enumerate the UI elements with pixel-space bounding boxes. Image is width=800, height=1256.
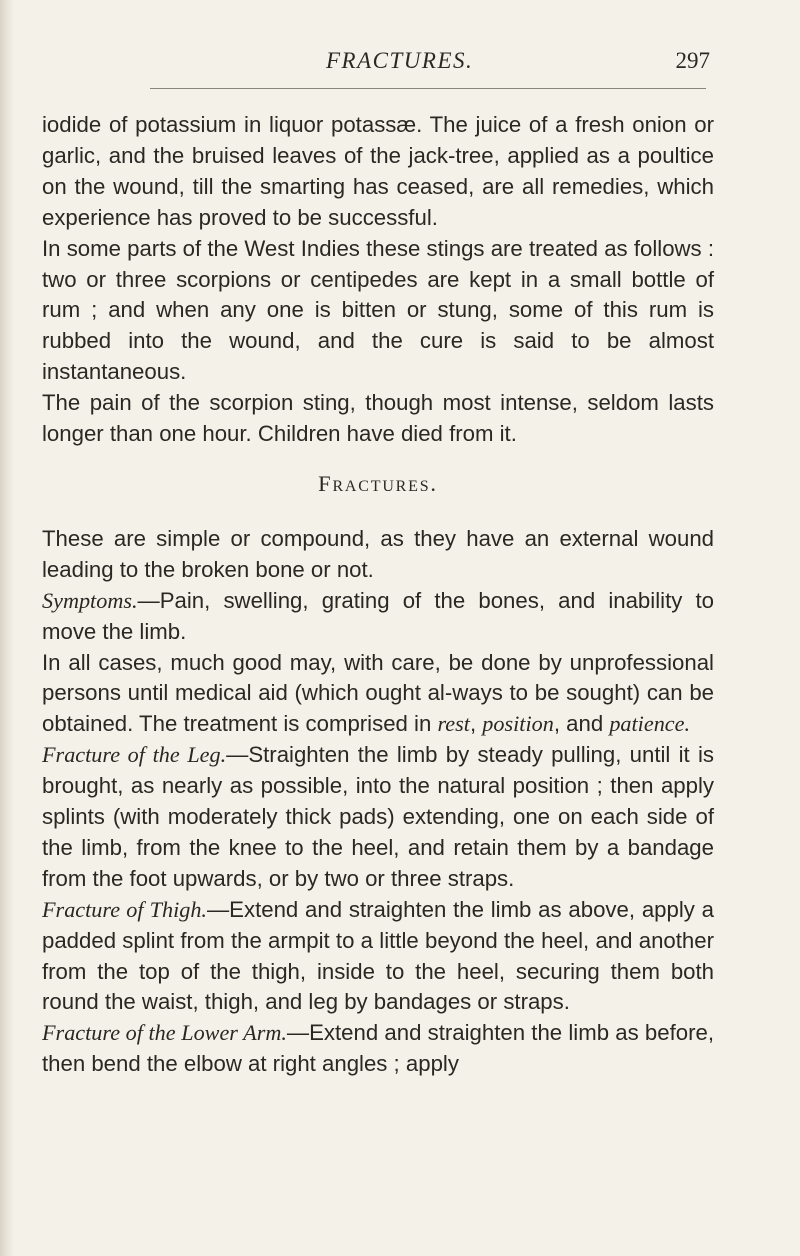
section-heading-fractures: Fractures. <box>318 470 438 496</box>
paragraph-iodide: iodide of potassium in liquor potassæ. The juice of a fresh onion or garlic, and the bruised leaves of the jack-tree, applied as a poultice on the wound, till the smarting has ceased, are all remedies, which experience has proved to be successful. <box>42 112 714 230</box>
treatment-sep-2: , and <box>553 711 610 737</box>
paragraph-fractures-intro: These are simple or compound, as they have an external wound leading to the broken bone or not. <box>42 525 714 582</box>
running-head <box>130 46 710 82</box>
arm-text: —Extend and straighten the limb as before, then bend the elbow at right angles ; apply <box>42 1020 714 1077</box>
paragraph-scorpion-pain: The pain of the scorpion sting, though most intense, seldom lasts longer than one hour. Children have died from it. <box>42 390 714 447</box>
header-rule <box>150 88 706 89</box>
leg-lead: Fracture of the Leg. <box>42 742 227 768</box>
paragraph-all-cases <box>42 648 714 741</box>
treatment-rest: rest <box>437 711 470 737</box>
all-cases-text: In all cases, much good may, with care, be done by unprofessional persons until medical aid (which ought al-ways to be sought) can be obtained. The treatment is comprised in <box>42 649 714 737</box>
body-text <box>42 110 714 1080</box>
page-gutter-shadow <box>0 0 14 1256</box>
thigh-lead: Fracture of Thigh. <box>42 896 207 922</box>
paragraph-fracture-thigh <box>42 895 714 1019</box>
leg-text: —Straighten the limb by steady pulling, until it is brought, as nearly as possible, into the natural position ; then apply splints (with moderately thick pads) extending, one on each side of the limb, from the knee to the heel, and retain them by a bandage from the foot upwards, or by two or three straps. <box>42 742 714 891</box>
treatment-sep-1: , <box>469 711 483 737</box>
thigh-text: —Extend and straighten the limb as above, apply a padded splint from the armpit to a little beyond the heel, and another from the top of the thigh, inside to the heel, securing them both round the waist, thigh, and leg by bandages or straps. <box>42 896 714 1015</box>
arm-lead: Fracture of the Lower Arm. <box>42 1020 287 1046</box>
paragraph-fracture-leg <box>42 740 714 895</box>
treatment-patience: patience. <box>609 711 691 737</box>
paragraph-symptoms <box>42 586 714 648</box>
paragraph-west-indies: In some parts of the West Indies these stings are treated as follows : two or three scorpions or centipedes are kept in a small bottle of rum ; and when any one is bitten or stung, some of this rum is rubbed into the wound, and the cure is said to be almost instantaneous. <box>42 235 714 385</box>
running-title: FRACTURES. <box>326 48 474 73</box>
paragraph-fracture-lower-arm <box>42 1018 714 1080</box>
page-number: 297 <box>675 48 710 73</box>
treatment-position: position <box>482 711 554 737</box>
symptoms-text: —Pain, swelling, grating of the bones, and inability to move the limb. <box>42 587 714 644</box>
symptoms-lead: Symptoms. <box>42 587 138 613</box>
